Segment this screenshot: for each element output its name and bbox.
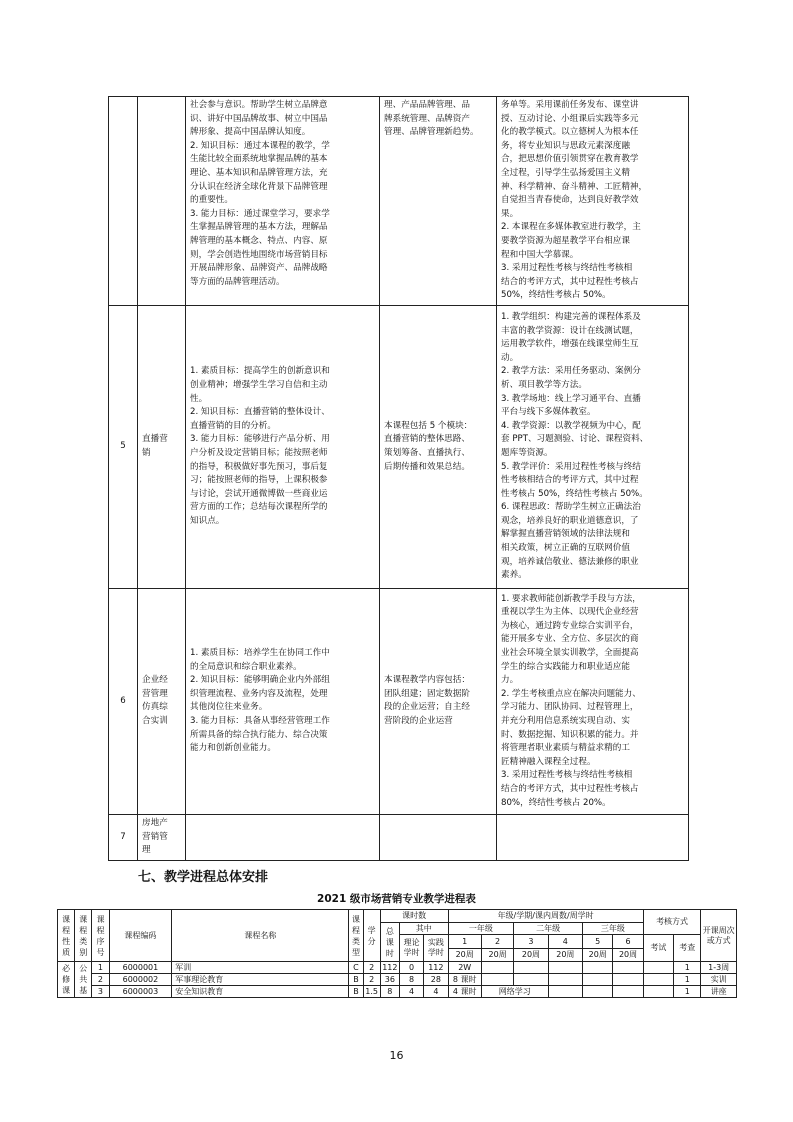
header-total-hours: 总课时 bbox=[380, 923, 399, 962]
practice-cell: 4 bbox=[424, 986, 448, 998]
page-number: 16 bbox=[389, 1049, 404, 1062]
header-semester: 5 bbox=[583, 935, 613, 949]
course-content: 理、产品品牌管理、品 牌系统管理、品牌资产 管理、品牌管理新趋势。 bbox=[380, 97, 497, 306]
credit-cell: 1.5 bbox=[363, 986, 380, 998]
course-goals bbox=[186, 814, 380, 860]
header-practice: 实践学时 bbox=[424, 935, 448, 962]
header-credit: 学分 bbox=[363, 910, 380, 962]
sem1-cell: 8 课时 bbox=[448, 974, 481, 986]
course-category-cell: 公共基 bbox=[75, 962, 92, 998]
header-exam-mode: 考核方式 bbox=[643, 910, 701, 935]
header-weeks: 20周 bbox=[583, 949, 613, 962]
type-cell: B bbox=[349, 974, 363, 986]
header-hours: 课时数 bbox=[380, 910, 448, 923]
sem2-cell bbox=[481, 962, 513, 974]
sem1-cell: 2W bbox=[448, 962, 481, 974]
name-cell: 安全知识教育 bbox=[172, 986, 349, 998]
course-number: 7 bbox=[109, 814, 138, 860]
header-among: 其中 bbox=[399, 923, 448, 935]
header-semester: 6 bbox=[613, 935, 643, 949]
course-name bbox=[138, 97, 186, 306]
credit-cell: 2 bbox=[363, 974, 380, 986]
seq-cell: 2 bbox=[92, 974, 109, 986]
header-course-type: 课程类型 bbox=[349, 910, 363, 962]
table-row bbox=[58, 974, 737, 986]
credit-cell: 2 bbox=[363, 962, 380, 974]
sem2-cell bbox=[481, 974, 513, 986]
header-exam: 考试 bbox=[643, 935, 673, 962]
sem5-cell bbox=[583, 962, 613, 974]
total-cell: 36 bbox=[380, 974, 399, 986]
header-weeks: 20周 bbox=[448, 949, 481, 962]
teaching-progress-table bbox=[57, 909, 737, 998]
practice-cell: 28 bbox=[424, 974, 448, 986]
mode-cell: 实训 bbox=[701, 974, 737, 986]
sem5-cell bbox=[583, 974, 613, 986]
course-requirements bbox=[497, 814, 689, 860]
section-title: 七、教学进程总体安排 bbox=[138, 870, 269, 885]
practice-cell: 112 bbox=[424, 962, 448, 974]
sem2-cell: 网络学习 bbox=[481, 986, 548, 998]
header-course-seq: 课程序号 bbox=[92, 910, 109, 962]
course-name: 房地产 营销管 理 bbox=[138, 814, 186, 860]
exam-cell bbox=[643, 974, 673, 986]
sem4-cell bbox=[548, 962, 582, 974]
header-course-category: 课程类别 bbox=[75, 910, 92, 962]
header-semester: 2 bbox=[481, 935, 513, 949]
seq-cell: 3 bbox=[92, 986, 109, 998]
course-name: 企业经 营管理 仿真综 合实训 bbox=[138, 588, 186, 814]
header-check: 考查 bbox=[674, 935, 701, 962]
course-number: 6 bbox=[109, 588, 138, 814]
header-week-mode: 开课周次或方式 bbox=[701, 910, 737, 962]
total-cell: 112 bbox=[382, 962, 398, 972]
theory-cell: 8 bbox=[399, 974, 423, 986]
theory-cell: 0 bbox=[399, 962, 423, 974]
type-cell: C bbox=[349, 962, 363, 974]
name-cell: 军事理论教育 bbox=[172, 974, 349, 986]
table-row bbox=[109, 814, 689, 860]
mode-cell: 讲座 bbox=[701, 986, 737, 998]
sem3-cell bbox=[514, 974, 548, 986]
mode-cell: 1-3周 bbox=[701, 962, 737, 974]
check-cell: 1 bbox=[674, 962, 701, 974]
header-course-nature: 课程性质 bbox=[58, 910, 75, 962]
course-requirements: 1. 教学组织：构建完善的课程体系及 丰富的教学资源：设计在线测试题， 运用教学软件，增强在线课堂师生互 动。 2. 教学方法：采用任务驱动、案例分 析、项目教学等方法。 3. 教学场地：线上学习通平台、直播 平台与线下多媒体教室。 4. 教学资源：以教学视频为中心，配 套 PPT、习题测验、讨论、课程资料、 题库等资源。 5. 教学评价：采用过程性考核与终结 性考核相结合的考评方式，其中过程 性考核占 50%，终结性考核占 50%。 6. 课程思政：帮助学生树立正确法治 观念，培养良好的职业道德意识，了 解掌握直播营销领域的法律法规和 相关政策，树立正确的互联网价值 观，培养诚信敬业、德法兼修的职业 素养。 bbox=[497, 305, 689, 588]
seq-cell: 1 bbox=[92, 962, 109, 974]
table-row bbox=[58, 962, 737, 974]
sem5-cell bbox=[583, 986, 613, 998]
progress-table-title: 2021 级市场营销专业教学进程表 bbox=[317, 893, 476, 905]
table-row bbox=[109, 588, 689, 814]
header-course-code: 课程编码 bbox=[109, 910, 172, 962]
code-cell: 6000003 bbox=[109, 986, 172, 998]
table-row bbox=[109, 97, 689, 306]
header-semester: 3 bbox=[514, 935, 548, 949]
course-content bbox=[380, 814, 497, 860]
sem4-cell bbox=[548, 986, 582, 998]
exam-cell bbox=[643, 962, 673, 974]
header-weeks: 20周 bbox=[613, 949, 643, 962]
course-goals: 1. 素质目标：培养学生在协同工作中 的全局意识和综合职业素养。 2. 知识目标：能够明确企业内外部组 织管理流程、业务内容及流程，处理 其他岗位往来业务。 3. 能力目标：具备从事经营管理工作 所需具备的综合执行能力、综合决策 能力和创新创业能力。 bbox=[186, 588, 380, 814]
type-cell: B bbox=[349, 986, 363, 998]
code-cell: 6000002 bbox=[109, 974, 172, 986]
course-content: 本课程教学内容包括： 团队组建；固定数据阶 段的企业运营；自主经 营阶段的企业运营 bbox=[380, 588, 497, 814]
header-theory: 理论学时 bbox=[399, 935, 423, 962]
header-course-name: 课程名称 bbox=[172, 910, 349, 962]
exam-cell bbox=[643, 986, 673, 998]
course-goals: 1. 素质目标：提高学生的创新意识和 创业精神；增强学生学习自信和主动 性。 2. 知识目标：直播营销的整体设计、 直播营销的目的分析。 3. 能力目标：能够进行产品分析、用 户分析及设定营销目标；能按照老师 的指导，积极做好事先预习，事后复 习；能按照老师的指导，上课积极参 与讨论，尝试开通微博做一些商业运 营方面的工作；总结每次课程所学的 知识点。 bbox=[186, 305, 380, 588]
course-goals: 社会参与意识。帮助学生树立品牌意 识、讲好中国品牌故事、树立中国品 牌形象、提高中国品牌认知度。 2. 知识目标：通过本课程的教学，学 生能比较全面系统地掌握品牌的基本 理论、基本知识和品牌管理方法，充 分认识在经济全球化背景下品牌管理 的重要性。 3. 能力目标：通过课堂学习，要求学 生掌握品牌管理的基本方法，理解品 牌管理的基本概念、特点、内容、原 则，学会创造性地围绕市场营销目标 开展品牌形象、品牌资产、品牌战略 等方面的品牌管理活动。 bbox=[186, 97, 380, 306]
header-semester: 1 bbox=[448, 935, 481, 949]
check-cell: 1 bbox=[674, 986, 701, 998]
sem1-cell: 4 课时 bbox=[448, 986, 481, 998]
header-year3: 三年级 bbox=[583, 923, 644, 935]
course-number bbox=[109, 97, 138, 306]
course-description-table bbox=[108, 96, 689, 861]
sem6-cell bbox=[613, 974, 643, 986]
course-requirements: 务单等。采用课前任务发布、课堂讲 授、互动讨论、小组课后实践等多元 化的教学模式。以立德树人为根本任 务，将专业知识与思政元素深度融 合，把思想价值引领贯穿在教育教学 全过程，引导学生弘扬爱国主义精 神、科学精神、奋斗精神、工匠精神， 自觉担当青春使命，达到良好教学效 果。 2. 本课程在多媒体教室进行教学，主 要教学资源为超星教学平台相应课 程和中国大学慕课。 3. 采用过程性考核与终结性考核相 结合的考评方式，其中过程性考核占 50%，终结性考核占 50%。 bbox=[497, 97, 689, 306]
course-requirements: 1. 要求教师能创新教学手段与方法， 重视以学生为主体、以现代企业经营 为核心，通过跨专业综合实训平台， 能开展多专业、全方位、多层次的商 业社会环境全景实训教学，全面提高 学生的综合实践能力和职业适应能 力。 2. 学生考核重点应在解决问题能力、 学习能力、团队协同、过程管理上， 并充分利用信息系统实现自动、实 时、数据挖掘、知识积累的能力。并 将管理者职业素质与精益求精的工 匠精神融入课程全过程。 3. 采用过程性考核与终结性考核相 结合的考评方式，其中过程性考核占 80%，终结性考核占 20%。 bbox=[497, 588, 689, 814]
name-cell: 军训 bbox=[172, 962, 349, 974]
header-weeks: 20周 bbox=[514, 949, 548, 962]
table-row bbox=[109, 305, 689, 588]
header-weeks: 20周 bbox=[548, 949, 582, 962]
course-number: 5 bbox=[109, 305, 138, 588]
course-nature-cell: 必修课 bbox=[58, 962, 75, 998]
course-content: 本课程包括 5 个模块： 直播营销的整体思路、 策划筹备、直播执行、 后期传播和效果总结。 bbox=[380, 305, 497, 588]
table-row bbox=[58, 910, 737, 923]
check-cell: 1 bbox=[674, 974, 701, 986]
sem6-cell bbox=[613, 962, 643, 974]
course-name: 直播营 销 bbox=[138, 305, 186, 588]
code-cell: 6000001 bbox=[109, 962, 172, 974]
table-row bbox=[58, 986, 737, 998]
header-year2: 二年级 bbox=[514, 923, 583, 935]
header-year1: 一年级 bbox=[448, 923, 514, 935]
sem4-cell bbox=[548, 974, 582, 986]
header-weeks: 20周 bbox=[481, 949, 513, 962]
sem6-cell bbox=[613, 986, 643, 998]
total-cell: 8 bbox=[380, 986, 399, 998]
header-grade-distribution: 年级/学期/课内周数/周学时 bbox=[448, 910, 643, 923]
header-semester: 4 bbox=[548, 935, 582, 949]
theory-cell: 4 bbox=[399, 986, 423, 998]
sem3-cell bbox=[514, 962, 548, 974]
